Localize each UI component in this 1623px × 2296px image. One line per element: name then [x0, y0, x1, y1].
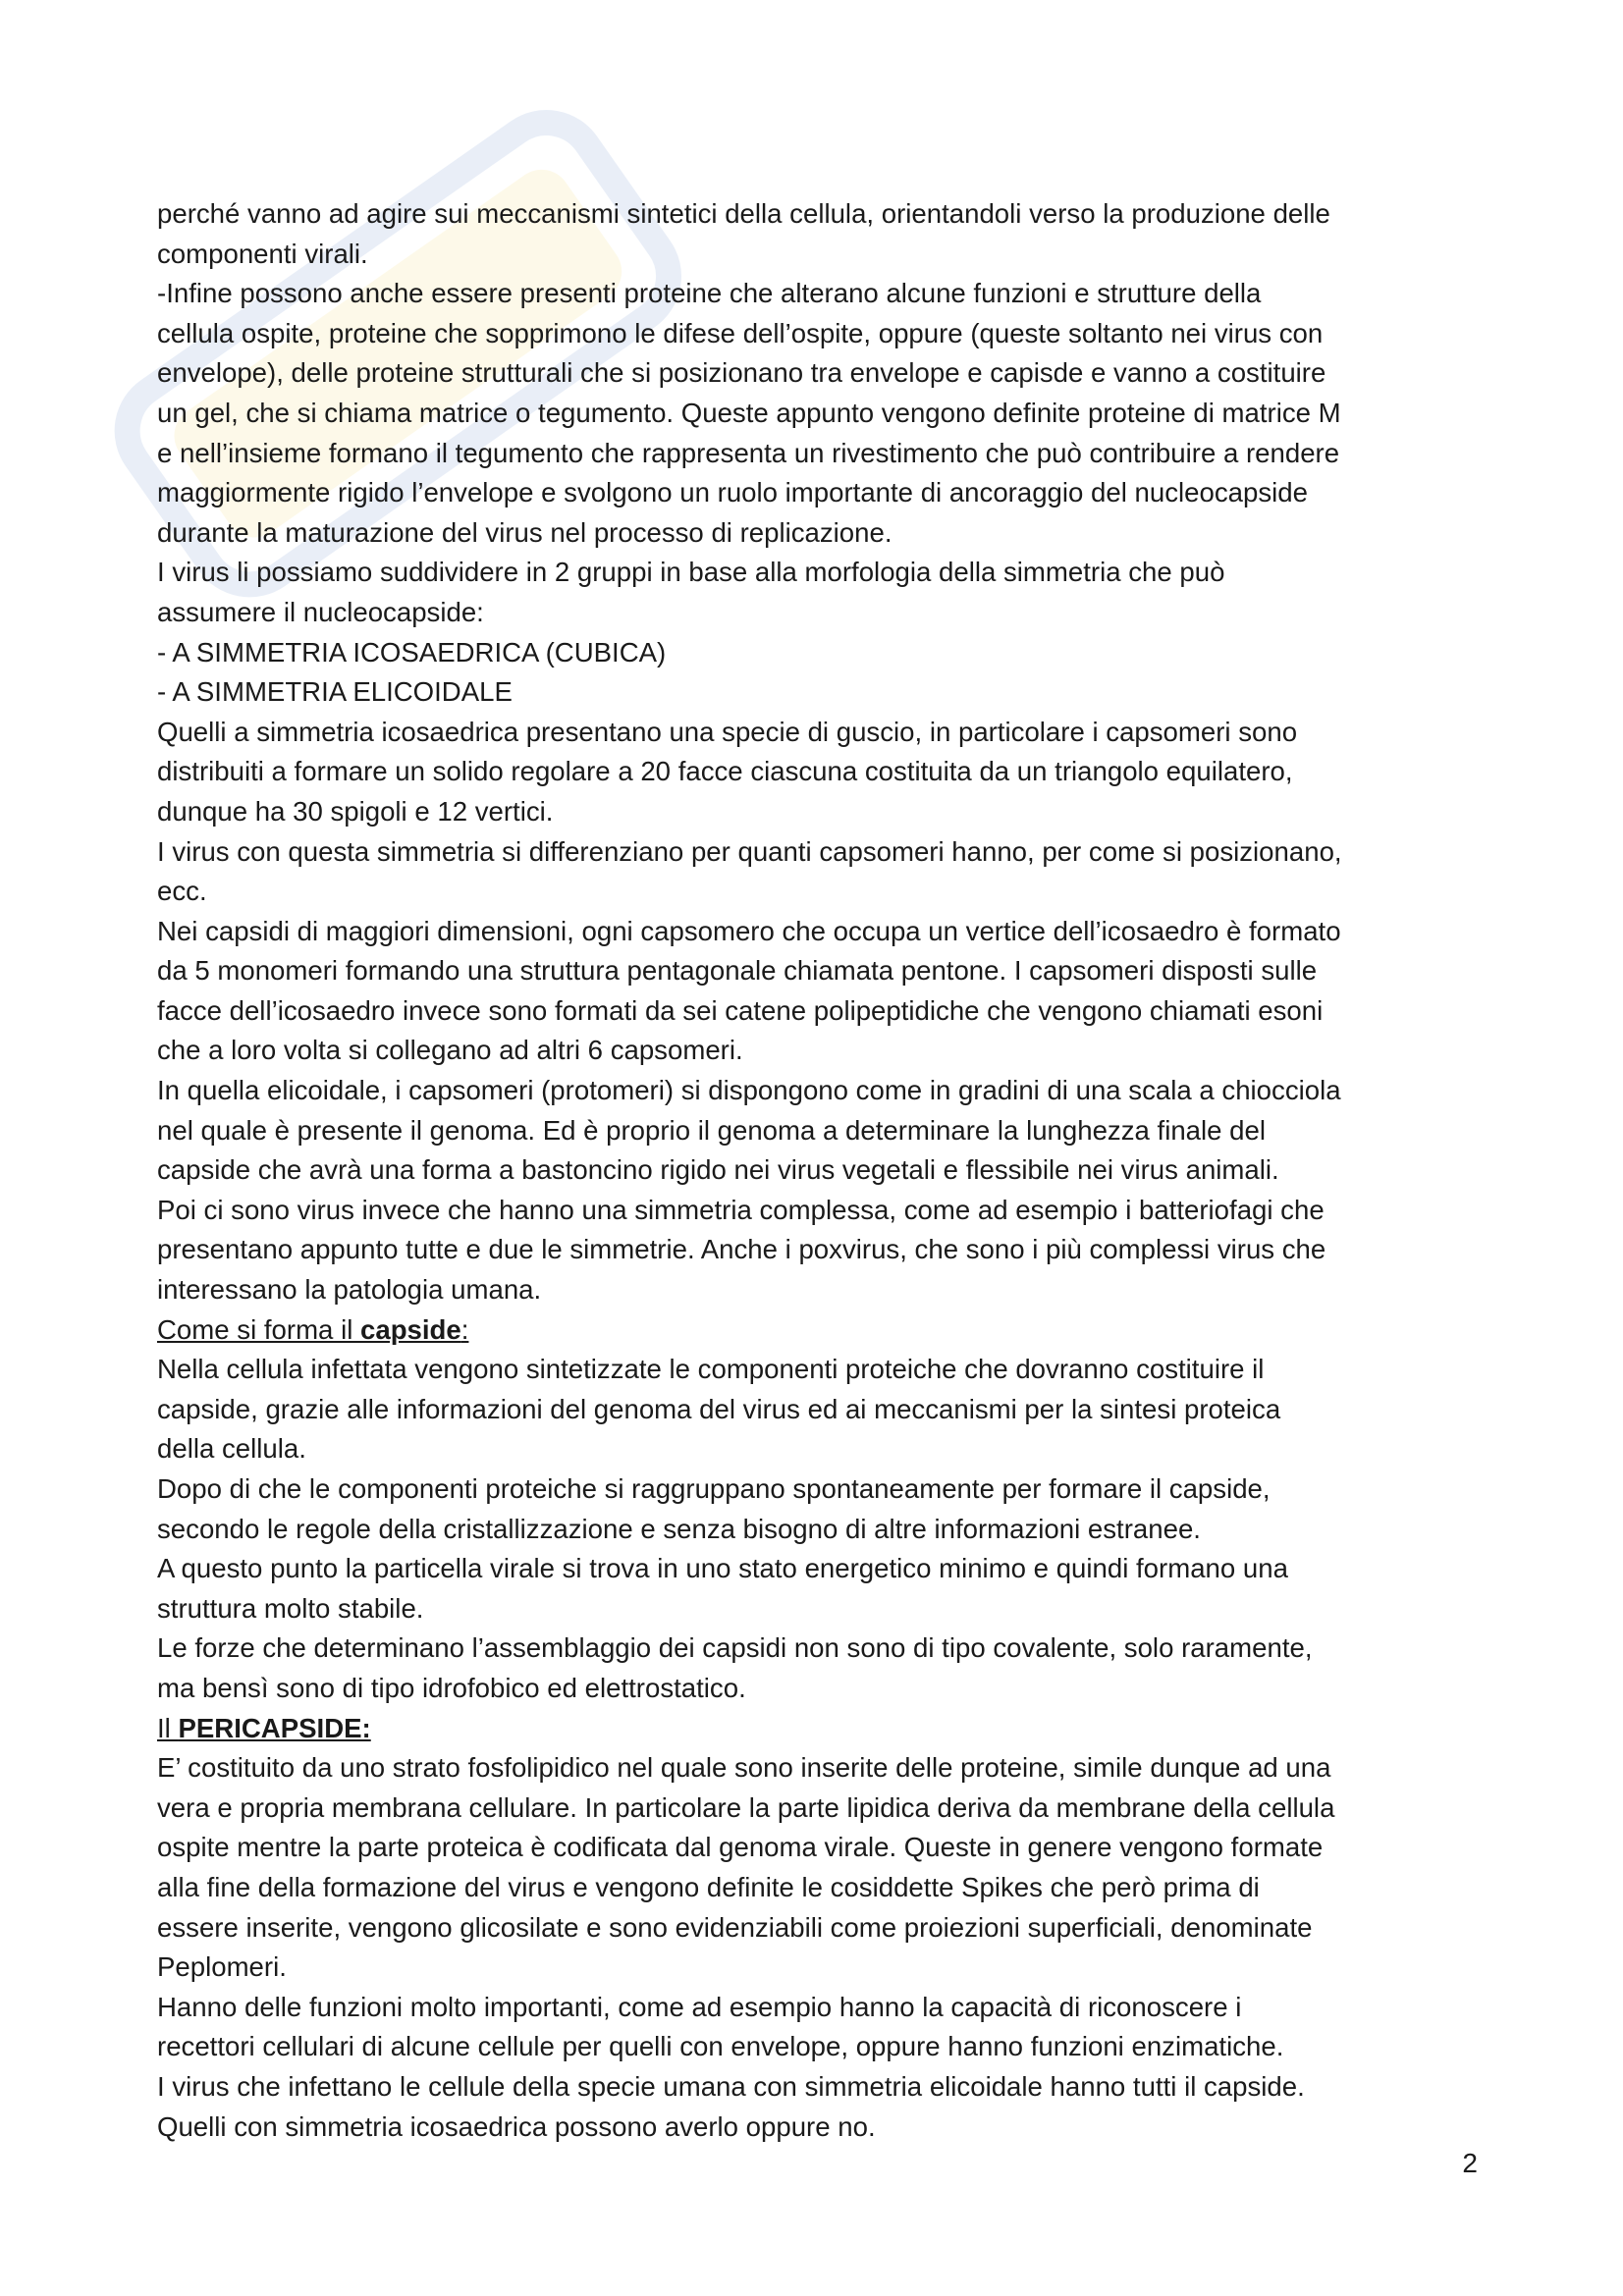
- text-line: ma bensì sono di tipo idrofobico ed elettrostatico.: [157, 1672, 746, 1703]
- text-line: I virus li possiamo suddividere in 2 gruppi in base alla morfologia della simmetria che può: [157, 557, 1225, 588]
- text-line: - A SIMMETRIA ICOSAEDRICA (CUBICA): [157, 636, 667, 667]
- text-line: Quelli con simmetria icosaedrica possono averlo oppure no.: [157, 2110, 876, 2142]
- text-line: e nell’insieme formano il tegumento che rappresenta un rivestimento che può contribuire a rendere: [157, 437, 1340, 468]
- text-line: un gel, che si chiama matrice o tegumento. Queste appunto vengono definite proteine di matrice M: [157, 397, 1341, 428]
- text-line: Poi ci sono virus invece che hanno una simmetria complessa, come ad esempio i batteriofagi che: [157, 1194, 1325, 1225]
- text-line: cellula ospite, proteine che sopprimono le difese dell’ospite, oppure (queste soltanto nei virus con: [157, 317, 1324, 348]
- text-line: struttura molto stabile.: [157, 1592, 424, 1624]
- text-line: -Infine possono anche essere presenti proteine che alterano alcune funzioni e strutture della: [157, 278, 1262, 309]
- text-line: Nei capsidi di maggiori dimensioni, ogni capsomero che occupa un vertice dell’icosaedro è formato: [157, 915, 1341, 946]
- document-body: [157, 194, 1483, 2147]
- text-line: In quella elicoidale, i capsomeri (protomeri) si dispongono come in gradini di una scala a chiocciola: [157, 1075, 1341, 1106]
- page-number: 2: [1462, 2148, 1478, 2178]
- text-line: essere inserite, vengono glicosilate e sono evidenziabili come proiezioni superficiali, denominate: [157, 1911, 1313, 1943]
- text-line: Peplomeri.: [157, 1951, 287, 1983]
- text-line: perché vanno ad agire sui meccanismi sintetici della cellula, orientandoli verso la produzione delle: [157, 198, 1330, 229]
- text-line: Hanno delle funzioni molto importanti, come ad esempio hanno la capacità di riconoscere i: [157, 1991, 1242, 2022]
- text-line: envelope), delle proteine strutturali che si posizionano tra envelope e capisde e vanno a costituire: [157, 357, 1326, 389]
- text-line: secondo le regole della cristallizzazione e senza bisogno di altre informazioni estranee.: [157, 1513, 1201, 1544]
- text-line: I virus con questa simmetria si differenziano per quanti capsomeri hanno, per come si posizionano,: [157, 835, 1342, 867]
- text-line: maggiormente rigido l’envelope e svolgono un ruolo importante di ancoraggio del nucleocapside: [157, 477, 1308, 508]
- text-line: presentano appunto tutte e due le simmetrie. Anche i poxvirus, che sono i più complessi virus che: [157, 1234, 1326, 1265]
- text-line: da 5 monomeri formando una struttura pentagonale chiamata pentone. I capsomeri disposti sulle: [157, 955, 1318, 987]
- heading-capside-suffix: :: [460, 1313, 469, 1345]
- text-line: recettori cellulari di alcune cellule per quelli con envelope, oppure hanno funzioni enzimatiche.: [157, 2031, 1284, 2062]
- heading-pericapside-term: PERICAPSIDE:: [178, 1712, 371, 1743]
- text-line: della cellula.: [157, 1433, 306, 1465]
- text-line: facce dell’icosaedro invece sono formati da sei catene polipeptidiche che vengono chiamati esoni: [157, 994, 1324, 1026]
- text-line: alla fine della formazione del virus e vengono definite le cosiddette Spikes che però prima di: [157, 1871, 1260, 1902]
- text-line: capside, grazie alle informazioni del genoma del virus ed ai meccanismi per la sintesi proteica: [157, 1393, 1281, 1424]
- heading-capside-term: capside: [360, 1313, 461, 1345]
- text-line: che a loro volta si collegano ad altri 6 capsomeri.: [157, 1035, 743, 1066]
- text-line: Dopo di che le componenti proteiche si raggruppano spontaneamente per formare il capside,: [157, 1473, 1271, 1504]
- text-line: nel quale è presente il genoma. Ed è proprio il genoma a determinare la lunghezza finale del: [157, 1114, 1266, 1146]
- text-line: Le forze che determinano l’assemblaggio dei capsidi non sono di tipo covalente, solo raramente,: [157, 1632, 1313, 1664]
- heading-pericapside-prefix: Il: [157, 1712, 179, 1743]
- heading-capside: [157, 1310, 1483, 1351]
- text-line: - A SIMMETRIA ELICOIDALE: [157, 676, 513, 708]
- paragraph-block-1: [157, 194, 1483, 1310]
- text-line: assumere il nucleocapside:: [157, 596, 484, 627]
- text-line: Quelli a simmetria icosaedrica presentano una specie di guscio, in particolare i capsomeri sono: [157, 716, 1298, 747]
- text-line: durante la maturazione del virus nel processo di replicazione.: [157, 516, 893, 548]
- text-line: distribuiti a formare un solido regolare a 20 facce ciascuna costituita da un triangolo equilatero,: [157, 756, 1293, 787]
- text-line: interessano la patologia umana.: [157, 1274, 542, 1306]
- text-line: I virus che infettano le cellule della specie umana con simmetria elicoidale hanno tutti il capside.: [157, 2070, 1305, 2102]
- text-line: ecc.: [157, 876, 207, 907]
- text-line: Nella cellula infettata vengono sintetizzate le componenti proteiche che dovranno costituire il: [157, 1354, 1265, 1385]
- heading-pericapside: [157, 1709, 1483, 1749]
- text-line: ospite mentre la parte proteica è codificata dal genoma virale. Queste in genere vengono formate: [157, 1832, 1324, 1863]
- heading-capside-prefix: Come si forma il: [157, 1313, 360, 1345]
- text-line: dunque ha 30 spigoli e 12 vertici.: [157, 795, 554, 827]
- text-line: E’ costituito da uno strato fosfolipidico nel quale sono inserite delle proteine, simile dunque ad una: [157, 1752, 1331, 1784]
- text-line: vera e propria membrana cellulare. In particolare la parte lipidica deriva da membrane della cellula: [157, 1791, 1335, 1823]
- text-line: A questo punto la particella virale si trova in uno stato energetico minimo e quindi formano una: [157, 1553, 1288, 1584]
- text-line: capside che avrà una forma a bastoncino rigido nei virus vegetali e flessibile nei virus animali.: [157, 1154, 1279, 1186]
- paragraph-block-3: [157, 1748, 1483, 2147]
- text-line: componenti virali.: [157, 238, 368, 269]
- paragraph-block-2: [157, 1350, 1483, 1708]
